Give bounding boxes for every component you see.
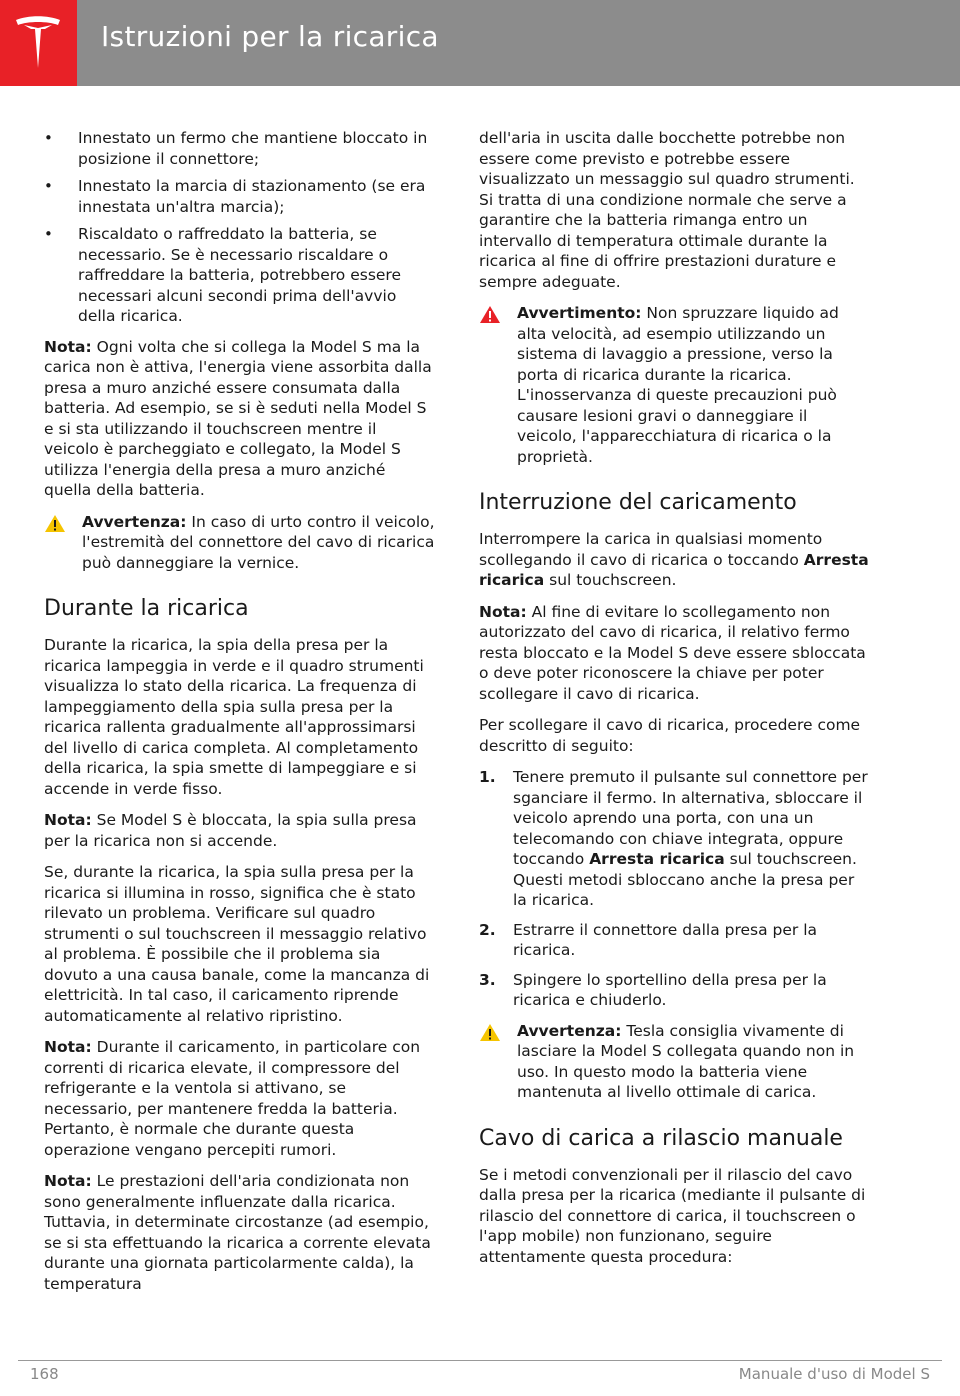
right-column [479, 128, 869, 1278]
bullet-list [44, 128, 436, 327]
note-paragraph [479, 602, 869, 705]
paragraph: Per scollegare il cavo di ricarica, procedere come descritto di seguito: [479, 716, 861, 755]
paragraph: Se, durante la ricarica, la spia sulla presa per la ricarica si illumina in rosso, significa che è stato rilevato un problema. Verificare sul quadro strumenti o sul touchscreen il messaggio relativo al problema. È possibile che il problema sia dovuto a una causa banale, come la mancanza di elettricità. In tal caso, il caricamento riprende automaticamente al relativo ripristino. [44, 863, 430, 1025]
tesla-logo-icon [14, 16, 62, 70]
note-text: Al fine di evitare lo scollegamento non autorizzato del cavo di ricarica, il relativo fermo resta bloccato e la Model S deve essere sbloccata o deve poter riconoscere la chiave per poter scollegare il cavo di ricarica. [479, 602, 866, 703]
text-span: Tenere premuto il pulsante sul connettore per sganciare il fermo. In alternativa, sbloccare il veicolo aprendo una porta, con una un telecomando con chiave integrata, oppure toccando [513, 768, 868, 868]
paragraph [479, 529, 869, 591]
step-list [479, 767, 869, 1011]
note-label: Nota: [44, 1038, 92, 1056]
caution-notice [479, 1021, 869, 1103]
caution-text: Tesla consiglia vivamente di lasciare la Model S collegata quando non in uso. In questo modo la batteria viene mantenuta al livello ottimale di carica. [517, 1021, 855, 1101]
ui-term: Arresta ricarica [479, 550, 869, 589]
caution-notice [44, 512, 436, 574]
note-text: Ogni volta che si collega la Model S ma la carica non è attiva, l'energia viene assorbita dalla presa a muro anziché essere consumata dalla batteria. Ad esempio, se si è seduti nella Model S e si sta utilizzando il touchscreen mentre il veicolo è parcheggiato e collegato, la Model S utilizza l'energia della presa a muro anziché quella della batteria. [44, 337, 432, 499]
tesla-logo [0, 0, 77, 86]
text-span: Spingere lo sportellino della presa per la ricarica e chiuderlo. [513, 970, 827, 1009]
ui-term: Arresta ricarica [589, 850, 725, 868]
list-item [479, 767, 869, 911]
paragraph: dell'aria in uscita dalle bocchette potrebbe non essere come previsto e potrebbe essere visualizzato un messaggio sul quadro strumenti. Si tratta di una condizione normale che serve a garantire che la batteria rimanga entro un intervallo di temperatura ottimale durante la ricarica al fine di offrire prestazioni durature e sempre adeguate. [479, 129, 855, 291]
note-label: Nota: [44, 337, 92, 356]
warning-text: Non spruzzare liquido ad alta velocità, ad esempio utilizzando un sistema di lavaggio a pressione, verso la porta di ricarica durante la ricarica. L'inosservanza di queste precauzioni può causare lesioni gravi o danneggiare il veicolo, l'apparecchiatura di ricarica o la proprietà. [517, 304, 839, 466]
step-number: 1. [479, 768, 496, 786]
warning-icon [479, 305, 501, 330]
paragraph: Se i metodi convenzionali per il rilascio del cavo dalla presa per la ricarica (mediante il pulsante di rilascio del connettore di carica, il touchscreen o l'app mobile) non funzionano, seguire attentamente questa procedura: [479, 1165, 866, 1266]
warning-label: Avvertimento: [517, 304, 642, 322]
list-item: • Innestato la marcia di stazionamento (se era innestata un'altra marcia); [44, 176, 436, 217]
list-item [479, 920, 869, 961]
note-paragraph [44, 337, 436, 501]
note-label: Nota: [44, 1172, 92, 1190]
warning-notice [479, 303, 869, 467]
note-label: Nota: [479, 602, 527, 621]
text-span: Estrarre il connettore dalla presa per la ricarica. [513, 920, 818, 959]
paragraph: Durante la ricarica, la spia della presa per la ricarica lampeggia in verde e il quadro strumenti visualizza lo stato della ricarica. La frequenza di lampeggiamento della spia sulla presa per la ricarica rallenta gradualmente all'approssimarsi del livello di carica completa. Al completamento della ricarica, la spia smette di lampeggiare e si accende in verde fisso. [44, 636, 424, 798]
caution-label: Avvertenza: [82, 512, 187, 531]
note-paragraph [44, 1037, 436, 1160]
note-text: Se Model S è bloccata, la spia sulla presa per la ricarica non si accende. [44, 811, 417, 850]
page-header [0, 0, 960, 86]
step-number: 3. [479, 970, 496, 989]
list-item: • Riscaldato o raffreddato la batteria, se necessario. Se è necessario riscaldare o raffreddare la batteria, potrebbero essere necessari alcuni secondi prima dell'avvio della ricarica. [44, 224, 436, 327]
footer-divider [18, 1360, 942, 1361]
section-heading-manual: Cavo di carica a rilascio manuale [479, 1125, 843, 1151]
caution-icon [44, 514, 66, 539]
step-number: 2. [479, 920, 496, 939]
note-text: Durante il caricamento, in particolare con correnti di ricarica elevate, il compressore del refrigerante e la ventola si attivano, se necessario, per mantenere fredda la batteria. Pertanto, è normale che durante questa operazione vengano percepiti rumori. [44, 1038, 421, 1159]
text-span: sul touchscreen. Questi metodi sbloccano anche la presa per la ricarica. [513, 850, 857, 909]
caution-text: In caso di urto contro il veicolo, l'estremità del connettore del cavo di ricarica può danneggiare la vernice. [82, 512, 435, 572]
list-item [479, 970, 869, 1011]
note-paragraph [44, 810, 436, 851]
text-span: sul touchscreen. [544, 571, 677, 589]
section-heading-during: Durante la ricarica [44, 596, 249, 621]
caution-icon [479, 1023, 501, 1048]
section-heading-stop: Interruzione del caricamento [479, 490, 797, 515]
caution-label: Avvertenza: [517, 1021, 622, 1040]
list-item: • Innestato un fermo che mantiene bloccato in posizione il connettore; [44, 128, 436, 169]
left-column [44, 128, 436, 1305]
text-span: Interrompere la carica in qualsiasi momento scollegando il cavo di ricarica o toccando [479, 530, 823, 569]
page-number: 168 [30, 1365, 59, 1383]
note-label: Nota: [44, 811, 92, 829]
manual-title: Manuale d'uso di Model S [738, 1365, 930, 1383]
page-title: Istruzioni per la ricarica [101, 20, 439, 53]
note-text: Le prestazioni dell'aria condizionata non sono generalmente influenzate dalla ricarica. Tuttavia, in determinate circostanze (ad esempio, se si sta effettuando la ricarica a corrente elevata durante una giornata particolarmente calda), la temperatura [44, 1172, 431, 1293]
note-paragraph [44, 1171, 436, 1294]
